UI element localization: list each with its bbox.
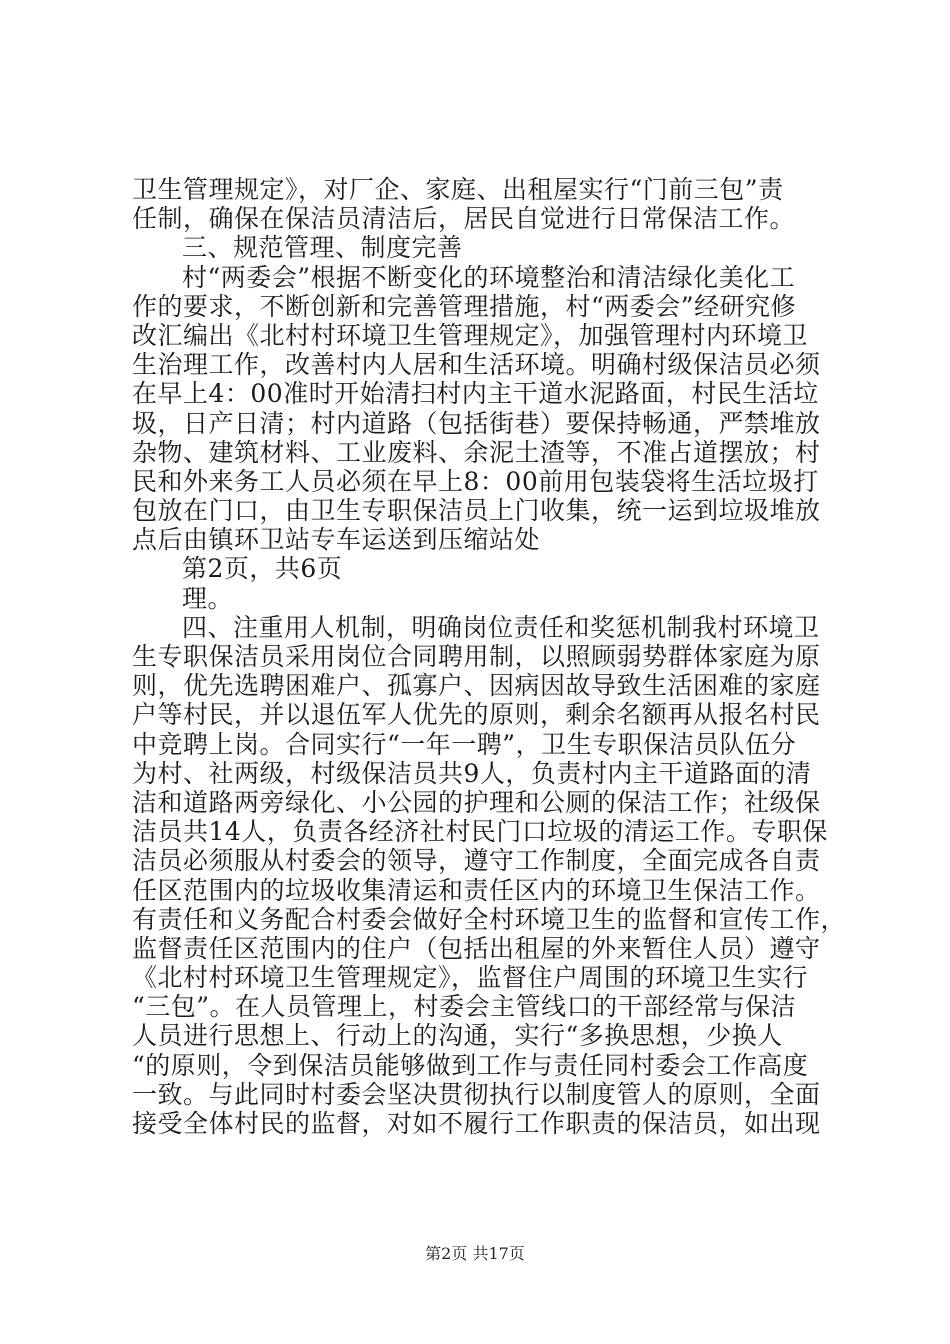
text-line: 生治理工作，改善村内人居和生活环境。明确村级保洁员必须 — [132, 350, 821, 380]
text-line: 任制，确保在保洁员清洁后，居民自觉进行日常保洁工作。 — [132, 204, 796, 234]
text-line: 在早上4：00准时开始清扫村内主干道水泥路面，村民生活垃 — [132, 379, 819, 409]
text-line: 洁员共14人，负责各经济社村民门口垃圾的清运工作。专职保 — [132, 817, 828, 847]
text-line: 四、注重用人机制，明确岗位责任和奖惩机制我村环境卫 — [182, 612, 820, 642]
text-line: 户等村民，并以退伍军人优先的原则，剩余名额再从报名村民 — [132, 700, 821, 730]
text-line: “三包”。在人员管理上，村委会主管线口的干部经常与保洁 — [132, 992, 797, 1022]
text-line: 监督责任区范围内的住户（包括出租屋的外来暂住人员）遵守 — [132, 933, 821, 963]
text-line: 洁员必须服从村委会的领导，遵守工作制度，全面完成各自责 — [132, 846, 821, 876]
text-line: 第2页，共6页 — [182, 554, 343, 584]
text-line: 一致。与此同时村委会坚决贯彻执行以制度管人的原则，全面 — [132, 1079, 821, 1109]
text-line: 点后由镇环卫站专车运送到压缩站处 — [132, 525, 541, 555]
text-line: 《北村村环境卫生管理规定》，监督住户周围的环境卫生实行 — [132, 963, 809, 993]
text-line: 为村、社两级，村级保洁员共9人，负责村内主干道路面的清 — [132, 758, 812, 788]
text-line: 人员进行思想上、行动上的沟通，实行“多换思想，少换人 — [132, 1021, 783, 1051]
text-line: 卫生管理规定》，对厂企、家庭、出租屋实行“门前三包”责 — [132, 175, 784, 204]
page-footer: 第2页 共17页 — [425, 1244, 525, 1263]
text-line: 村“两委会”根据不断变化的环境整治和清洁绿化美化工 — [182, 262, 796, 292]
text-line: 民和外来务工人员必须在早上8：00前用包装袋将生活垃圾打 — [132, 466, 819, 496]
text-line: 洁和道路两旁绿化、小公园的护理和公厕的保洁工作；社级保 — [132, 787, 821, 817]
document-body — [132, 175, 847, 1138]
text-line: 有责任和义务配合村委会做好全村环境卫生的监督和宣传工作， — [132, 904, 847, 934]
text-line: 则，优先选聘困难户、孤寡户、因病因故导致生活困难的家庭 — [132, 671, 821, 701]
text-line: 圾，日产日清；村内道路（包括街巷）要保持畅通，严禁堆放 — [132, 408, 821, 438]
text-line: 改汇编出《北村村环境卫生管理规定》，加强管理村内环境卫 — [132, 320, 809, 350]
text-line: 三、规范管理、制度完善 — [182, 233, 463, 263]
text-line: “的原则，令到保洁员能够做到工作与责任同村委会工作高度 — [132, 1050, 809, 1080]
text-line: 生专职保洁员采用岗位合同聘用制，以照顾弱势群体家庭为原 — [132, 642, 821, 671]
text-line: 中竞聘上岗。合同实行“一年一聘”，卫生专职保洁员队伍分 — [132, 729, 797, 759]
text-line: 理。 — [182, 583, 234, 613]
text-line: 接受全体村民的监督，对如不履行工作职责的保洁员，如出现 — [132, 1109, 821, 1138]
text-line: 杂物、建筑材料、工业废料、余泥土渣等，不准占道摆放；村 — [132, 437, 821, 467]
text-line: 包放在门口，由卫生专职保洁员上门收集，统一运到垃圾堆放 — [132, 496, 821, 526]
text-line: 作的要求，不断创新和完善管理措施，村“两委会”经研究修 — [132, 291, 797, 321]
text-line: 任区范围内的垃圾收集清运和责任区内的环境卫生保洁工作。 — [132, 875, 821, 905]
